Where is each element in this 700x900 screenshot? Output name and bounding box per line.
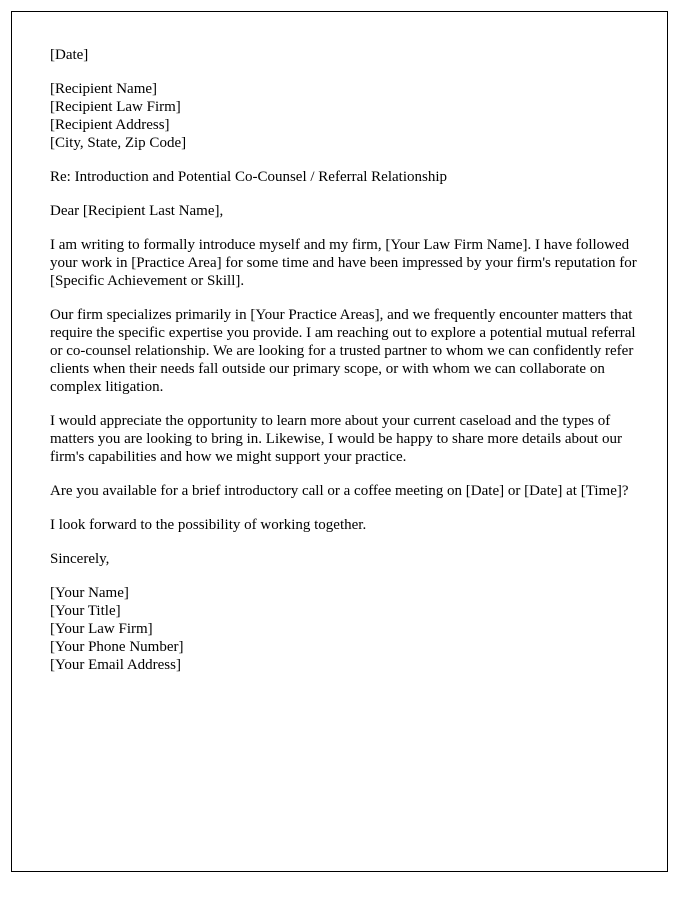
date-line: [Date] — [50, 47, 89, 63]
subject-line: Re: Introduction and Potential Co-Counsel / Referral Relationship — [50, 169, 448, 185]
signature-firm-line: [Your Law Firm] — [50, 621, 153, 637]
body-paragraph-2: Our firm specializes primarily in [Your Practice Areas], and we frequently encounter matters that require the specific expertise you provide. I am reaching out to explore a potential mutual referral or co-counsel relationship. We are looking for a trusted partner to whom we can confidently refer clients when their needs fall outside our primary scope, or with whom we can collaborate on complex litigation. — [50, 307, 636, 395]
signature-name-line: [Your Name] — [50, 585, 129, 601]
closing-line: Sincerely, — [50, 551, 110, 567]
recipient-city-line: [City, State, Zip Code] — [50, 135, 187, 151]
salutation: Dear [Recipient Last Name], — [50, 203, 224, 219]
body-paragraph-4: Are you available for a brief introductory call or a coffee meeting on [Date] or [Date] at [Time]? — [50, 483, 629, 499]
recipient-firm-line: [Recipient Law Firm] — [50, 99, 181, 115]
signature-block — [50, 584, 639, 674]
recipient-address-line: [Recipient Address] — [50, 117, 170, 133]
signature-phone-line: [Your Phone Number] — [50, 639, 184, 655]
body-paragraph-5: I look forward to the possibility of working together. — [50, 517, 367, 533]
body-paragraph-1: I am writing to formally introduce myself and my firm, [Your Law Firm Name]. I have followed your work in [Practice Area] for some time and have been impressed by your firm's reputation for [Specific Achievement or Skill]. — [50, 237, 637, 289]
signature-email-line: [Your Email Address] — [50, 657, 181, 673]
signature-title-line: [Your Title] — [50, 603, 121, 619]
recipient-address-block — [50, 80, 639, 152]
letter-content — [12, 12, 667, 720]
recipient-name-line: [Recipient Name] — [50, 81, 158, 97]
letter-page — [11, 11, 668, 872]
body-paragraph-3: I would appreciate the opportunity to learn more about your current caseload and the types of matters you are looking to bring in. Likewise, I would be happy to share more details about our firm's capabilities and how we might support your practice. — [50, 413, 622, 465]
